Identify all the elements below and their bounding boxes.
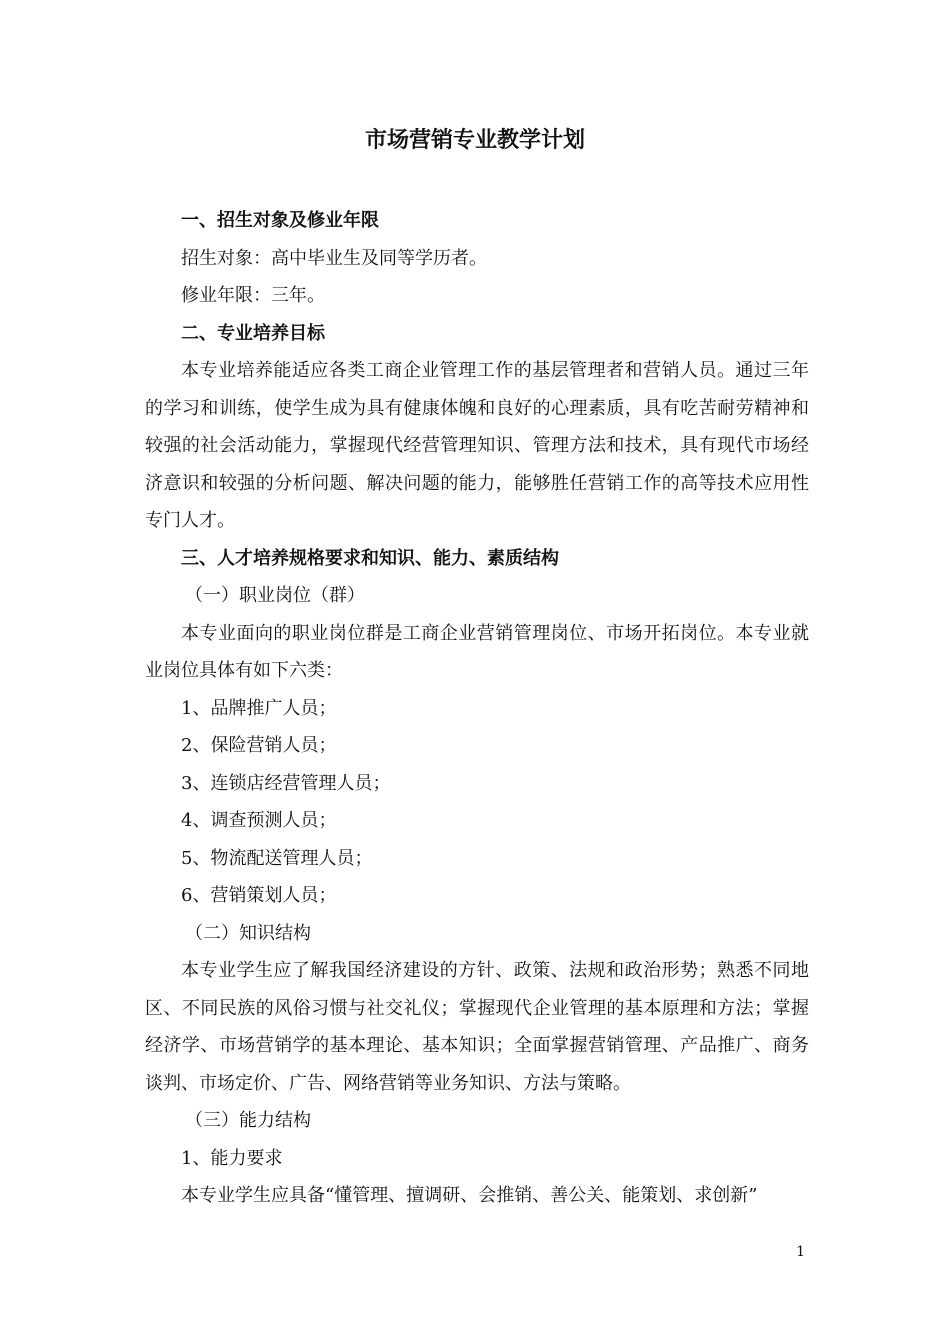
- study-duration: 修业年限：三年。: [181, 285, 325, 306]
- list-item: 3、连锁店经营管理人员；: [181, 772, 391, 794]
- page-number: 1: [796, 1244, 805, 1260]
- training-goal-paragraph: 本专业培养能适应各类工商企业管理工作的基层管理者和营销人员。通过三年的学习和训练，使学生成为具有健康体魄和良好的心理素质，具有吃苦耐劳精神和较强的社会活动能力，掌握现代经营管理知识、管理方法和技术，具有现代市场经济意识和较强的分析问题、解决问题的能力，能够胜任营销工作的高等技术应用性专门人才。: [145, 360, 809, 531]
- job-positions-paragraph: 本专业面向的职业岗位群是工商企业营销管理岗位、市场开拓岗位。本专业就业岗位具体有如下六类：: [145, 622, 809, 681]
- section-heading-3: 三、人才培养规格要求和知识、能力、素质结构: [181, 547, 559, 569]
- list-item: 1、品牌推广人员；: [181, 697, 337, 719]
- subsection-knowledge: （二）知识结构: [185, 922, 311, 944]
- subsection-job-positions: （一）职业岗位（群）: [185, 585, 365, 606]
- subsection-ability: （三）能力结构: [185, 1110, 311, 1131]
- list-item: 6、营销策划人员；: [181, 885, 337, 906]
- list-item: 2、保险营销人员；: [181, 735, 337, 756]
- list-item: 5、物流配送管理人员；: [181, 847, 373, 869]
- page-title: 市场营销专业教学计划: [364, 128, 585, 153]
- section-heading-2: 二、专业培养目标: [181, 322, 325, 344]
- list-item: 4、调查预测人员；: [181, 810, 337, 831]
- document-body: [145, 202, 809, 1215]
- knowledge-paragraph: 本专业学生应了解我国经济建设的方针、政策、法规和政治形势；熟悉不同地区、不同民族的风俗习惯与社交礼仪；掌握现代企业管理的基本原理和方法；掌握经济学、市场营销学的基本理论、基本知识；全面掌握营销管理、产品推广、商务谈判、市场定价、广告、网络营销等业务知识、方法与策略。: [145, 960, 809, 1094]
- ability-paragraph: 本专业学生应具备“懂管理、擅调研、会推销、善公关、能策划、求创新”: [181, 1185, 758, 1206]
- ability-requirement-heading: 1、能力要求: [181, 1147, 283, 1169]
- section-heading-1: 一、招生对象及修业年限: [181, 210, 379, 231]
- enrollment-target: 招生对象：高中毕业生及同等学历者。: [181, 247, 487, 269]
